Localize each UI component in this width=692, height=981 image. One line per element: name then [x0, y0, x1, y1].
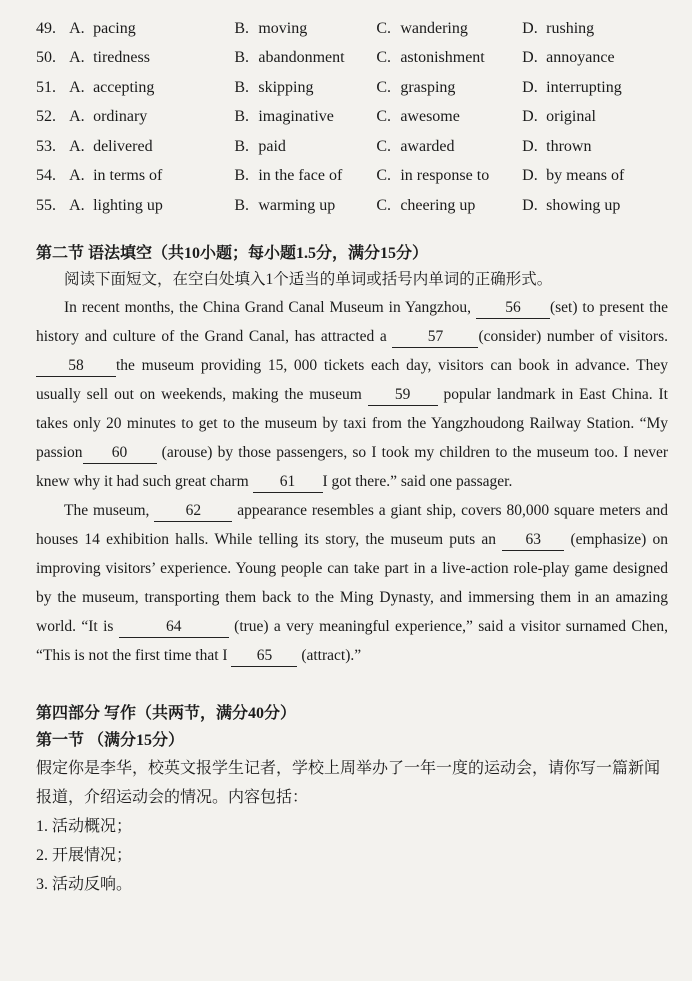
option-a: A. delivered: [69, 137, 153, 155]
option-d: D. original: [522, 108, 596, 126]
blank-65[interactable]: 65: [231, 646, 297, 667]
option-b: B. warming up: [234, 196, 336, 214]
option-row: [36, 162, 668, 192]
blank-56[interactable]: 56: [476, 298, 550, 319]
task-item: 1. 活动概况；: [36, 817, 133, 835]
task-item: 3. 活动反响。: [36, 875, 133, 893]
question-number: 52.: [36, 108, 56, 126]
option-row: [36, 73, 668, 103]
option-row: [36, 44, 668, 74]
blank-60[interactable]: 60: [83, 443, 157, 464]
blank-64[interactable]: 64: [119, 617, 229, 638]
section2-instruction: 阅读下面短文，在空白处填入1个适当的单词或括号内单词的正确形式。: [64, 270, 553, 288]
option-a: A. pacing: [69, 19, 136, 37]
passage-paragraph-2: The museum, 62 appearance resembles a giant ship, covers 80,000 square meters and houses 14 exhibition halls. While telling its story, the museum puts an 63 (emphasize) on improving visitors’ experience. Young people can take part in a live-action role-play game designed by the museum, transporting them back to the Ming Dynasty, and immersing them in an amazing world. “It is 64 (true) a very meaningful experience,” said a visitor surnamed Chen, “This is not the first time that I 65 (attract).”: [36, 496, 668, 670]
blank-57[interactable]: 57: [392, 327, 478, 348]
option-c: C. in response to: [376, 167, 490, 185]
option-row: [36, 132, 668, 162]
blank-61[interactable]: 61: [253, 472, 323, 493]
option-c: C. wandering: [376, 19, 468, 37]
option-c: C. awarded: [376, 137, 455, 155]
writing-task: 假定你是李华，校英文报学生记者，学校上周举办了一年一度的运动会，请你写一篇新闻报道，介绍运动会的情况。内容包括：: [36, 759, 661, 806]
passage-paragraph-1: In recent months, the China Grand Canal Museum in Yangzhou, 56 (set) to present the history and culture of the Grand Canal, has attracted a 57 (consider) number of visitors.58 the museum providing 15, 000 tickets each day, visitors can book in advance. They usually sell out on weekends, making the museum 59 popular landmark in East China. It takes only 20 minutes to get to the museum by taxi from the Yangzhoudong Railway Station. “My passion 60 (arouse) by those passengers, so I took my children to the museum too. I never knew why it had such great charm 61 I got there.” said one passager.: [36, 293, 668, 496]
option-row: [36, 191, 668, 221]
option-d: D. thrown: [522, 137, 592, 155]
option-row: [36, 14, 668, 44]
blank-63[interactable]: 63: [502, 530, 564, 551]
options-table: [36, 14, 668, 221]
option-b: B. imaginative: [234, 108, 334, 126]
blank-59[interactable]: 59: [368, 385, 438, 406]
question-number: 54.: [36, 167, 56, 185]
option-c: C. cheering up: [376, 196, 476, 214]
part4-section1-title: 第一节 （满分15分）: [36, 731, 185, 749]
option-d: D. showing up: [522, 196, 621, 214]
option-d: D. by means of: [522, 167, 625, 185]
option-a: A. accepting: [69, 78, 155, 96]
option-d: D. rushing: [522, 19, 595, 37]
question-number: 50.: [36, 49, 56, 67]
option-b: B. in the face of: [234, 167, 343, 185]
option-a: A. tiredness: [69, 49, 150, 67]
blank-62[interactable]: 62: [154, 501, 232, 522]
option-a: A. in terms of: [69, 167, 163, 185]
question-number: 53.: [36, 137, 56, 155]
question-number: 55.: [36, 196, 56, 214]
option-row: [36, 103, 668, 133]
option-b: B. paid: [234, 137, 286, 155]
option-c: C. awesome: [376, 108, 460, 126]
option-d: D. interrupting: [522, 78, 622, 96]
section2-title: 第二节 语法填空（共10小题；每小题1.5分，满分15分）: [36, 244, 429, 262]
option-b: B. skipping: [234, 78, 314, 96]
option-c: C. grasping: [376, 78, 456, 96]
option-a: A. ordinary: [69, 108, 148, 126]
option-b: B. abandonment: [234, 49, 345, 67]
option-a: A. lighting up: [69, 196, 163, 214]
question-number: 49.: [36, 19, 56, 37]
task-item: 2. 开展情况；: [36, 846, 133, 864]
option-b: B. moving: [234, 19, 308, 37]
part4-title: 第四部分 写作（共两节，满分40分）: [36, 704, 297, 722]
blank-58[interactable]: 58: [36, 356, 116, 377]
option-c: C. astonishment: [376, 49, 485, 67]
option-d: D. annoyance: [522, 49, 615, 67]
question-number: 51.: [36, 78, 56, 96]
